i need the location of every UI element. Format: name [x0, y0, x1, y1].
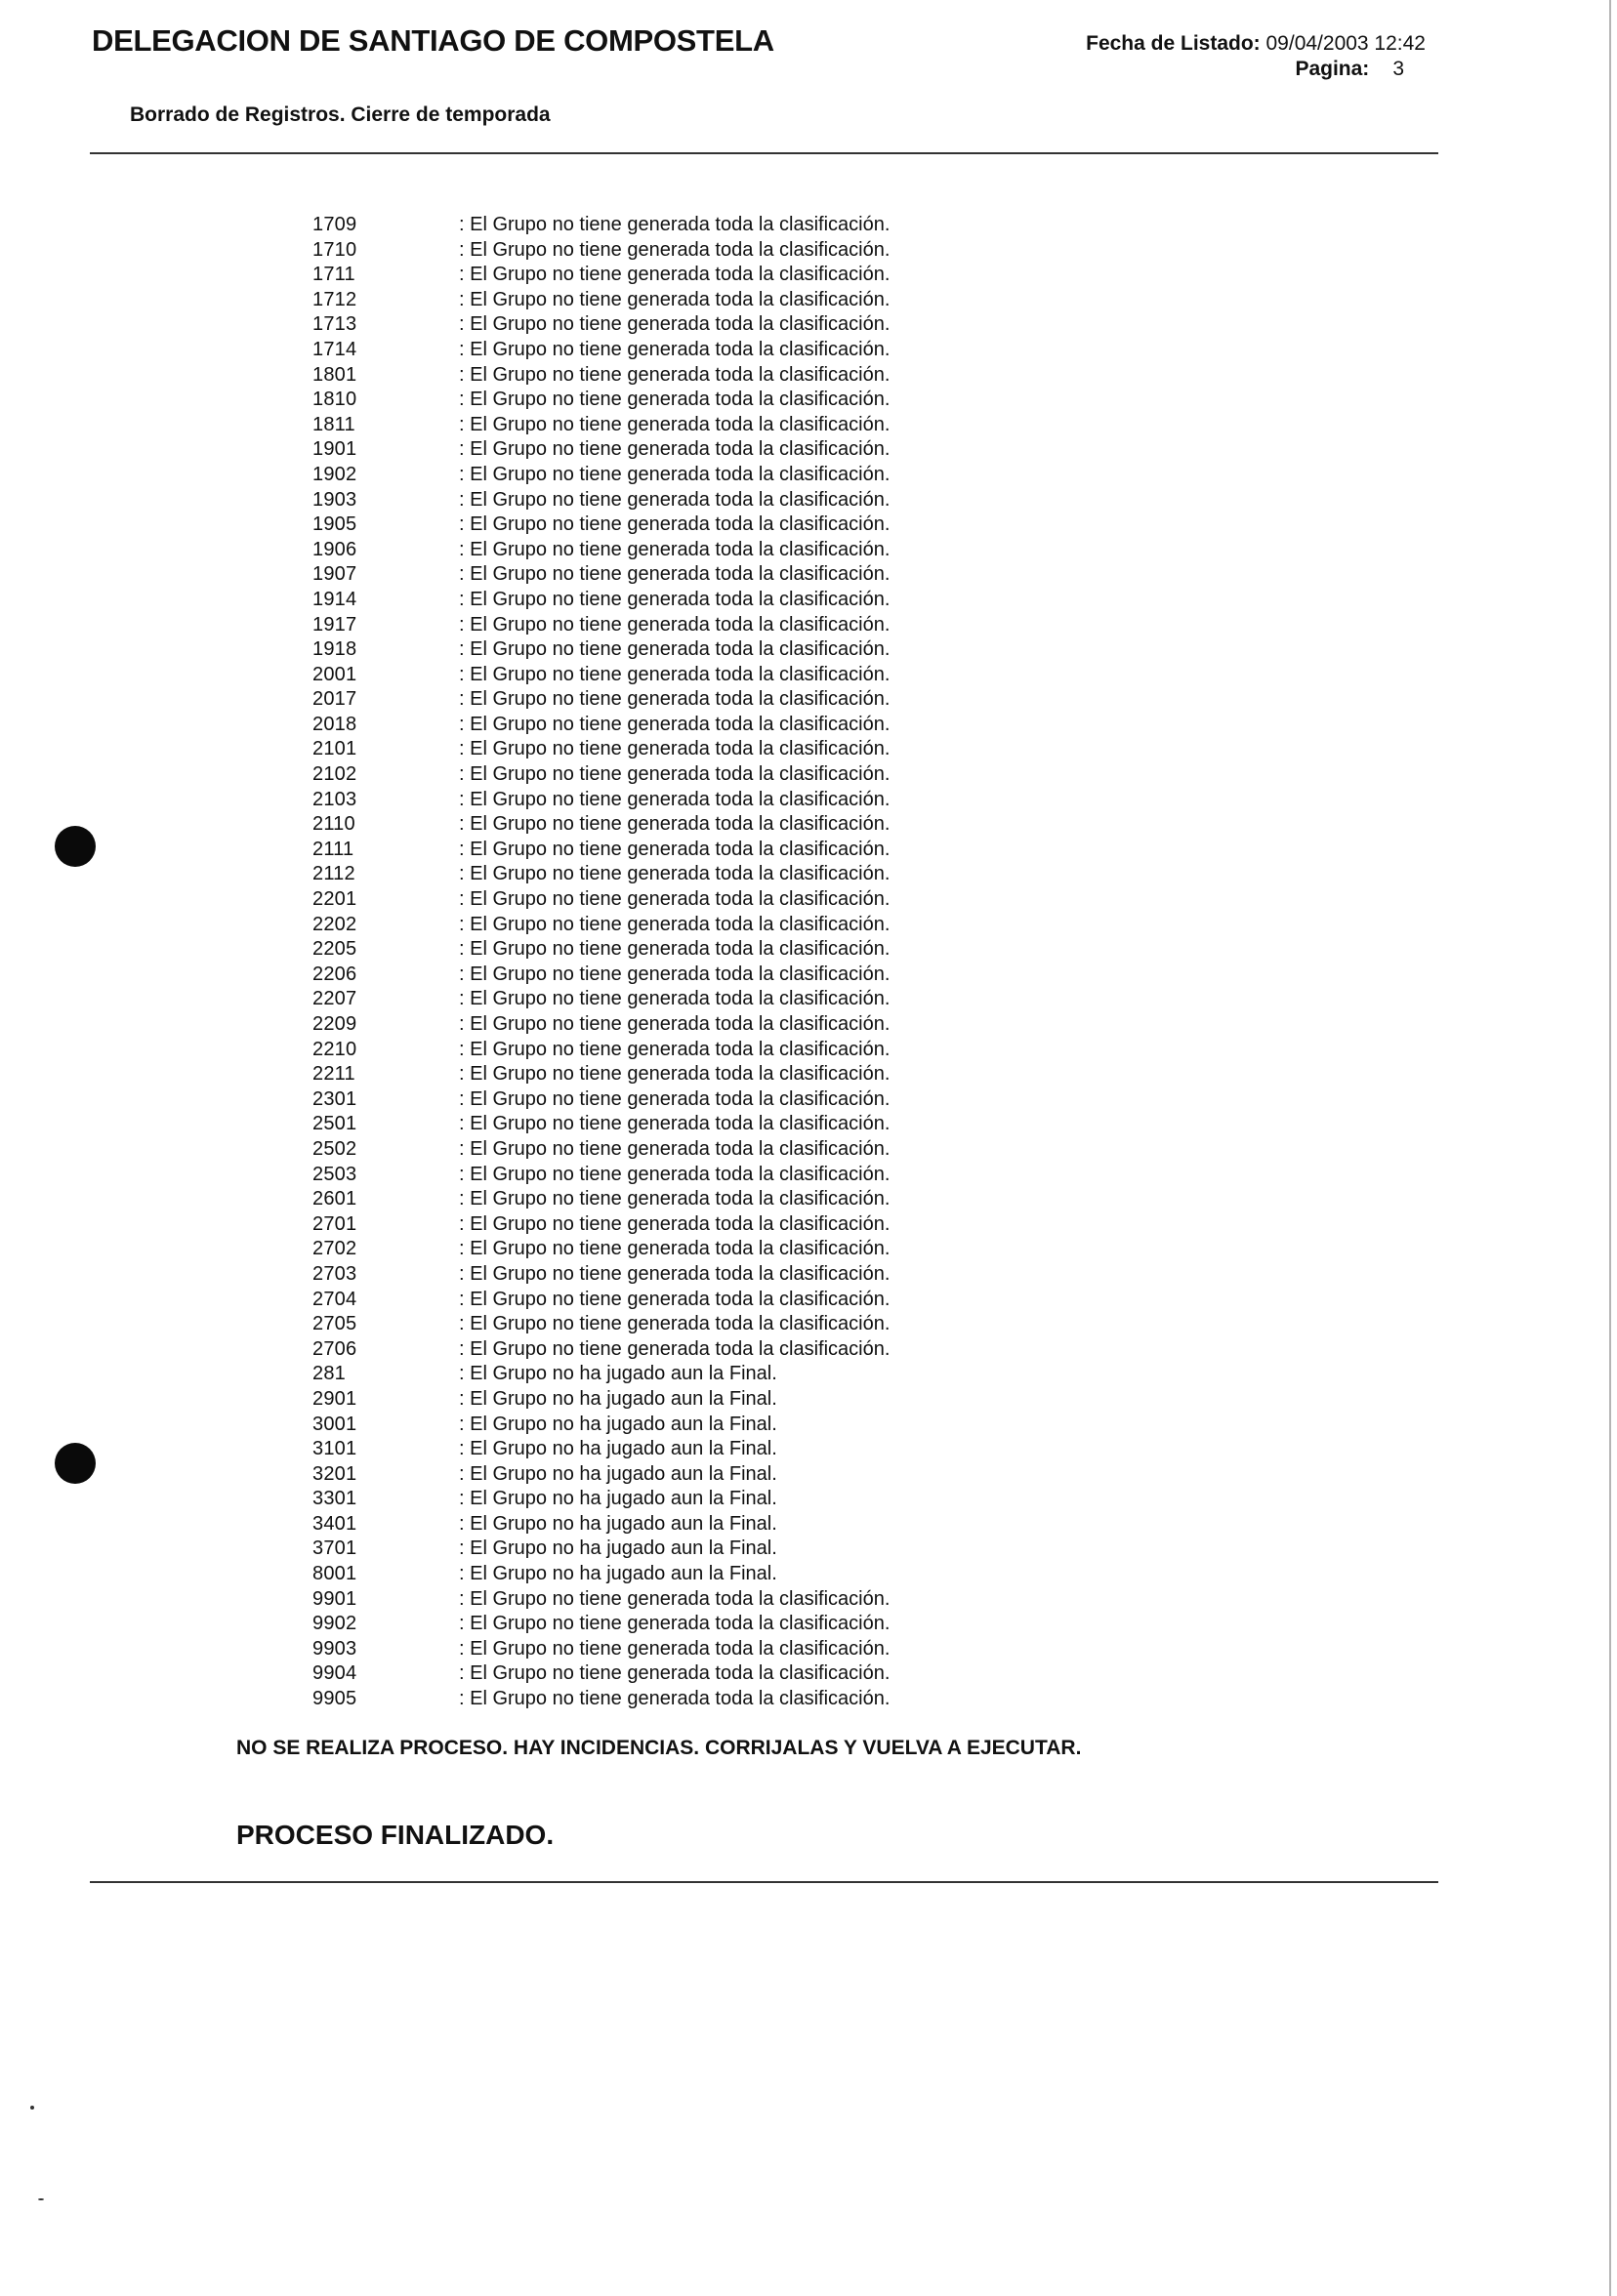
record-row — [312, 713, 996, 738]
record-code: 1801 — [312, 363, 357, 386]
record-row — [312, 1637, 996, 1662]
record-row — [312, 838, 996, 863]
record-message: : El Grupo no tiene generada toda la clasificación. — [459, 738, 891, 760]
header-divider — [90, 152, 1438, 154]
record-message: : El Grupo no tiene generada toda la clasificación. — [459, 563, 891, 586]
record-message: : El Grupo no tiene generada toda la clasificación. — [459, 313, 891, 336]
record-message: : El Grupo no ha jugado aun la Final. — [459, 1563, 777, 1585]
record-code: 1711 — [312, 264, 355, 286]
record-message: : El Grupo no tiene generada toda la clasificación. — [459, 1288, 891, 1310]
record-message: : El Grupo no tiene generada toda la clasificación. — [459, 1688, 891, 1710]
record-code: 2202 — [312, 913, 357, 935]
record-code: 2110 — [312, 813, 355, 836]
record-row — [312, 1413, 996, 1438]
record-code: 1918 — [312, 638, 357, 661]
record-row — [312, 1687, 996, 1712]
record-row — [312, 338, 996, 363]
record-message: : El Grupo no tiene generada toda la clasificación. — [459, 288, 891, 310]
record-message: : El Grupo no tiene generada toda la clasificación. — [459, 588, 891, 610]
record-row — [312, 1237, 996, 1262]
record-code: 1914 — [312, 588, 357, 610]
record-row — [312, 1212, 996, 1238]
record-row — [312, 1062, 996, 1087]
record-code: 1907 — [312, 563, 357, 586]
record-message: : El Grupo no tiene generada toda la clasificación. — [459, 1013, 891, 1035]
record-code: 2209 — [312, 1013, 357, 1035]
record-code: 2501 — [312, 1113, 357, 1135]
record-code: 2706 — [312, 1337, 357, 1360]
record-code: 2901 — [312, 1387, 357, 1410]
record-message: : El Grupo no tiene generada toda la clasificación. — [459, 1063, 891, 1086]
record-row — [312, 388, 996, 413]
record-row — [312, 263, 996, 288]
record-row — [312, 1337, 996, 1363]
record-message: : El Grupo no tiene generada toda la clasificación. — [459, 1087, 891, 1110]
record-code: 2705 — [312, 1313, 357, 1335]
record-message: : El Grupo no tiene generada toda la clasificación. — [459, 438, 891, 461]
record-code: 2205 — [312, 938, 357, 961]
record-row — [312, 687, 996, 713]
record-message: : El Grupo no tiene generada toda la clasificación. — [459, 963, 891, 985]
record-message: : El Grupo no ha jugado aun la Final. — [459, 1438, 777, 1460]
record-message: : El Grupo no tiene generada toda la clasificación. — [459, 763, 891, 786]
record-code: 1714 — [312, 338, 357, 360]
record-message: : El Grupo no tiene generada toda la clasificación. — [459, 1212, 891, 1235]
record-message: : El Grupo no tiene generada toda la clasificación. — [459, 413, 891, 435]
record-row — [312, 213, 996, 238]
record-code: 1902 — [312, 463, 357, 485]
record-row — [312, 663, 996, 688]
record-message: : El Grupo no ha jugado aun la Final. — [459, 1413, 777, 1435]
record-message: : El Grupo no tiene generada toda la clasificación. — [459, 888, 891, 911]
record-message: : El Grupo no tiene generada toda la clasificación. — [459, 938, 891, 961]
record-code: 2701 — [312, 1212, 357, 1235]
record-row — [312, 488, 996, 513]
record-row — [312, 887, 996, 913]
record-message: : El Grupo no tiene generada toda la clasificación. — [459, 463, 891, 485]
record-code: 2206 — [312, 963, 357, 985]
record-code: 9905 — [312, 1688, 357, 1710]
record-message: : El Grupo no tiene generada toda la clasificación. — [459, 1262, 891, 1285]
record-code: 3301 — [312, 1488, 357, 1510]
record-code: 2601 — [312, 1188, 357, 1210]
record-code: 3001 — [312, 1413, 357, 1435]
record-row — [312, 288, 996, 313]
record-row — [312, 312, 996, 338]
record-message: : El Grupo no tiene generada toda la clasificación. — [459, 488, 891, 511]
record-message: : El Grupo no ha jugado aun la Final. — [459, 1363, 777, 1385]
record-message: : El Grupo no tiene generada toda la clasificación. — [459, 813, 891, 836]
record-list — [312, 213, 996, 1712]
record-code: 1713 — [312, 313, 357, 336]
scan-speck — [30, 2106, 34, 2110]
record-row — [312, 963, 996, 988]
record-message: : El Grupo no tiene generada toda la clasificación. — [459, 1587, 891, 1610]
record-row — [312, 762, 996, 788]
record-row — [312, 463, 996, 488]
record-code: 2503 — [312, 1163, 357, 1185]
record-row — [312, 613, 996, 638]
record-message: : El Grupo no tiene generada toda la clasificación. — [459, 713, 891, 735]
record-code: 2702 — [312, 1238, 357, 1260]
record-code: 2101 — [312, 738, 357, 760]
record-row — [312, 1462, 996, 1488]
record-row — [312, 1187, 996, 1212]
record-message: : El Grupo no tiene generada toda la clasificación. — [459, 1238, 891, 1260]
report-subtitle: Borrado de Registros. Cierre de temporada — [130, 103, 551, 126]
record-code: 2112 — [312, 863, 355, 885]
record-code: 2103 — [312, 788, 357, 810]
record-message: : El Grupo no tiene generada toda la clasificación. — [459, 264, 891, 286]
record-code: 2210 — [312, 1038, 357, 1060]
record-row — [312, 987, 996, 1012]
record-message: : El Grupo no tiene generada toda la clasificación. — [459, 638, 891, 661]
record-message: : El Grupo no tiene generada toda la clasificación. — [459, 1613, 891, 1635]
page-title: DELEGACION DE SANTIAGO DE COMPOSTELA — [92, 23, 774, 58]
record-message: : El Grupo no ha jugado aun la Final. — [459, 1488, 777, 1510]
record-row — [312, 1012, 996, 1038]
record-row — [312, 437, 996, 463]
page-number-label: Pagina: — [1295, 58, 1370, 80]
record-code: 2017 — [312, 688, 357, 711]
warning-message: NO SE REALIZA PROCESO. HAY INCIDENCIAS. CORRIJALAS Y VUELVA A EJECUTAR. — [236, 1737, 1082, 1759]
record-code: 9904 — [312, 1662, 357, 1685]
record-message: : El Grupo no tiene generada toda la clasificación. — [459, 838, 891, 860]
record-message: : El Grupo no tiene generada toda la clasificación. — [459, 863, 891, 885]
record-code: 1906 — [312, 538, 357, 560]
record-row — [312, 862, 996, 887]
record-row — [312, 562, 996, 588]
record-message: : El Grupo no tiene generada toda la clasificación. — [459, 338, 891, 360]
record-message: : El Grupo no tiene generada toda la clasificación. — [459, 1137, 891, 1160]
record-message: : El Grupo no tiene generada toda la clasificación. — [459, 663, 891, 685]
record-message: : El Grupo no tiene generada toda la clasificación. — [459, 988, 891, 1010]
record-row — [312, 413, 996, 438]
record-code: 3401 — [312, 1512, 357, 1535]
page-number-value: 3 — [1392, 58, 1404, 80]
record-row — [312, 1087, 996, 1113]
record-message: : El Grupo no ha jugado aun la Final. — [459, 1512, 777, 1535]
process-finished-message: PROCESO FINALIZADO. — [236, 1820, 555, 1850]
page-number — [1295, 58, 1404, 81]
record-code: 1710 — [312, 238, 357, 261]
record-code: 2001 — [312, 663, 357, 685]
record-code: 2211 — [312, 1063, 355, 1086]
record-row — [312, 913, 996, 938]
record-code: 2703 — [312, 1262, 357, 1285]
record-code: 2502 — [312, 1137, 357, 1160]
record-row — [312, 588, 996, 613]
record-code: 1811 — [312, 413, 355, 435]
record-code: 1905 — [312, 513, 357, 536]
record-row — [312, 1487, 996, 1512]
record-message: : El Grupo no tiene generada toda la clasificación. — [459, 363, 891, 386]
record-code: 1712 — [312, 288, 357, 310]
record-row — [312, 1137, 996, 1163]
record-code: 2207 — [312, 988, 357, 1010]
scan-speck — [38, 2198, 44, 2200]
record-code: 3201 — [312, 1462, 357, 1485]
record-message: : El Grupo no tiene generada toda la clasificación. — [459, 1637, 891, 1660]
record-message: : El Grupo no ha jugado aun la Final. — [459, 1538, 777, 1560]
record-message: : El Grupo no tiene generada toda la clasificación. — [459, 1188, 891, 1210]
record-code: 281 — [312, 1363, 346, 1385]
record-row — [312, 1288, 996, 1313]
record-message: : El Grupo no tiene generada toda la clasificación. — [459, 613, 891, 636]
record-code: 1917 — [312, 613, 357, 636]
record-code: 3701 — [312, 1538, 357, 1560]
record-code: 3101 — [312, 1438, 357, 1460]
record-row — [312, 637, 996, 663]
record-code: 2201 — [312, 888, 357, 911]
record-message: : El Grupo no tiene generada toda la clasificación. — [459, 1313, 891, 1335]
record-row — [312, 1262, 996, 1288]
record-row — [312, 238, 996, 264]
record-row — [312, 1163, 996, 1188]
record-message: : El Grupo no tiene generada toda la clasificación. — [459, 1662, 891, 1685]
record-code: 9902 — [312, 1613, 357, 1635]
record-code: 1709 — [312, 214, 357, 235]
listing-date — [1086, 32, 1426, 56]
record-message: : El Grupo no ha jugado aun la Final. — [459, 1387, 777, 1410]
record-code: 9901 — [312, 1587, 357, 1610]
record-row — [312, 1562, 996, 1587]
record-row — [312, 1362, 996, 1387]
punch-hole — [55, 1443, 96, 1484]
record-message: : El Grupo no tiene generada toda la clasificación. — [459, 538, 891, 560]
record-message: : El Grupo no tiene generada toda la clasificación. — [459, 913, 891, 935]
record-row — [312, 937, 996, 963]
record-code: 2018 — [312, 713, 357, 735]
record-row — [312, 512, 996, 538]
record-message: : El Grupo no tiene generada toda la clasificación. — [459, 1038, 891, 1060]
record-row — [312, 1537, 996, 1562]
record-message: : El Grupo no tiene generada toda la clasificación. — [459, 214, 891, 235]
record-code: 2301 — [312, 1087, 357, 1110]
record-message: : El Grupo no tiene generada toda la clasificación. — [459, 1163, 891, 1185]
record-row — [312, 1612, 996, 1637]
record-code: 1810 — [312, 389, 357, 411]
record-row — [312, 1312, 996, 1337]
record-message: : El Grupo no tiene generada toda la clasificación. — [459, 788, 891, 810]
listing-date-value: 09/04/2003 12:42 — [1265, 32, 1426, 55]
record-code: 2111 — [312, 838, 354, 860]
record-row — [312, 1661, 996, 1687]
record-row — [312, 1387, 996, 1413]
record-message: : El Grupo no ha jugado aun la Final. — [459, 1462, 777, 1485]
record-row — [312, 538, 996, 563]
record-row — [312, 812, 996, 838]
page-edge — [1609, 0, 1611, 2296]
record-row — [312, 1437, 996, 1462]
record-message: : El Grupo no tiene generada toda la clasificación. — [459, 389, 891, 411]
record-code: 1901 — [312, 438, 357, 461]
record-row — [312, 1038, 996, 1063]
record-code: 2102 — [312, 763, 357, 786]
punch-hole — [55, 826, 96, 867]
record-code: 2704 — [312, 1288, 357, 1310]
record-message: : El Grupo no tiene generada toda la clasificación. — [459, 688, 891, 711]
footer-divider — [90, 1881, 1438, 1883]
record-row — [312, 737, 996, 762]
record-row — [312, 1587, 996, 1613]
record-row — [312, 1512, 996, 1538]
record-row — [312, 788, 996, 813]
record-message: : El Grupo no tiene generada toda la clasificación. — [459, 238, 891, 261]
record-code: 8001 — [312, 1563, 357, 1585]
record-message: : El Grupo no tiene generada toda la clasificación. — [459, 1113, 891, 1135]
record-code: 1903 — [312, 488, 357, 511]
record-row — [312, 1112, 996, 1137]
record-code: 9903 — [312, 1637, 357, 1660]
record-message: : El Grupo no tiene generada toda la clasificación. — [459, 1337, 891, 1360]
record-message: : El Grupo no tiene generada toda la clasificación. — [459, 513, 891, 536]
record-row — [312, 363, 996, 389]
listing-date-label: Fecha de Listado: — [1086, 32, 1261, 55]
